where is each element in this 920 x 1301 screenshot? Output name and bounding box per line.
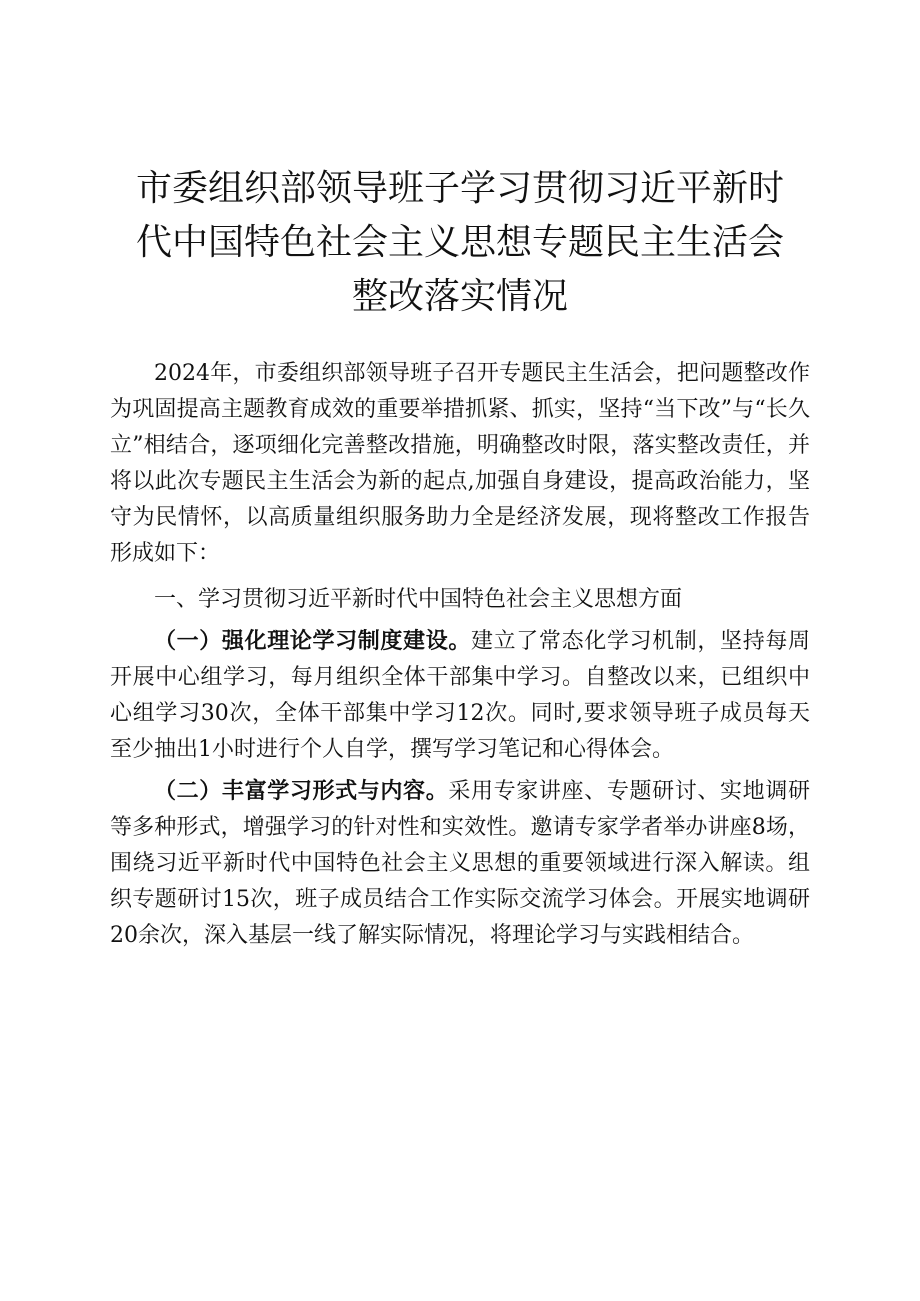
item-text: 建立了常态化学习机制，坚持每周开展中心组学习，每月组织全体干部集中学习。自整改以来，已组织中心组学习30次，全体干部集中学习12次。同时,要求领导班子成员每天至少抽出1小时进行个人自学，撰写学习笔记和心得体会。 (110, 629, 810, 762)
item-lead: （一）强化理论学习制度建设。 (154, 629, 471, 654)
section-item-2 (110, 774, 810, 954)
document-body (110, 356, 810, 954)
section-item-1 (110, 624, 810, 768)
intro-paragraph: 2024年，市委组织部领导班子召开专题民主生活会，把问题整改作为巩固提高主题教育成效的重要举措抓紧、抓实，坚持“当下改”与“长久立”相结合，逐项细化完善整改措施，明确整改时限，落实整改责任，并将以此次专题民主生活会为新的起点,加强自身建设，提高政治能力，坚守为民情怀，以高质量组织服务助力全是经济发展，现将整改工作报告形成如下： (110, 361, 810, 566)
section-heading: 一、学习贯彻习近平新时代中国特色社会主义思想方面 (154, 587, 683, 612)
document-title: 市委组织部领导班子学习贯彻习近平新时代中国特色社会主义思想专题民主生活会整改落实情况 (135, 168, 784, 317)
item-text: 采用专家讲座、专题研讨、实地调研等多种形式，增强学习的针对性和实效性。邀请专家学者举办讲座8场，围绕习近平新时代中国特色社会主义思想的重要领域进行深入解读。组织专题研讨15次，班子成员结合工作实际交流学习体会。开展实地调研20余次，深入基层一线了解实际情况，将理论学习与实践相结合。 (110, 779, 810, 948)
item-lead: （二）丰富学习形式与内容。 (154, 779, 449, 804)
